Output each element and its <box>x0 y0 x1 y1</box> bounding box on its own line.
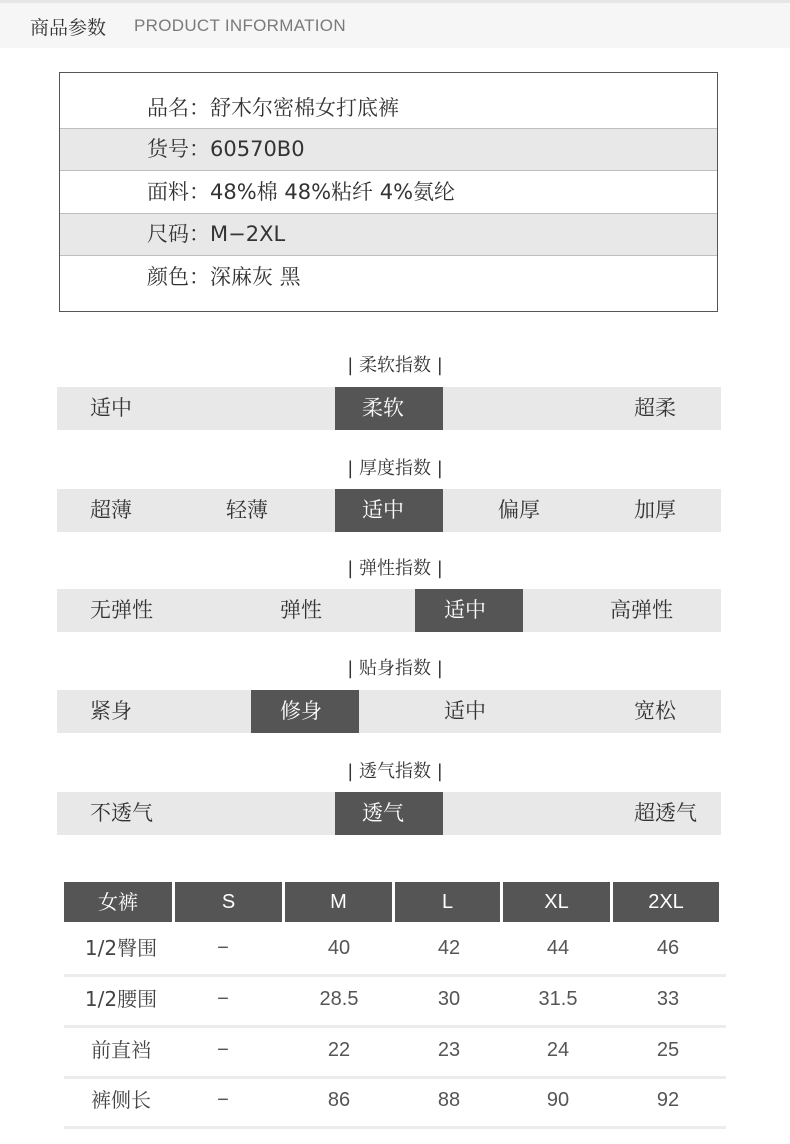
table-cell: 22 <box>327 1039 351 1061</box>
size-table-header <box>64 882 726 922</box>
info-label: 尺码： <box>147 222 210 246</box>
fit-index-bar <box>57 690 721 733</box>
breathability-index-title: | 透气指数 | <box>347 761 443 782</box>
table-cell: 23 <box>437 1039 461 1061</box>
column-header: S <box>175 882 282 922</box>
column-header: 2XL <box>613 882 719 922</box>
table-cell: − <box>217 1089 229 1111</box>
info-label: 颜色： <box>147 265 210 289</box>
info-row-fabric <box>60 171 717 213</box>
info-row-sku <box>60 128 717 171</box>
table-cell: 86 <box>327 1089 351 1111</box>
section-title-en: PRODUCT INFORMATION <box>134 16 346 35</box>
table-cell: − <box>217 1039 229 1061</box>
index-option: 无弹性 <box>90 598 153 622</box>
column-header: L <box>395 882 500 922</box>
index-option-selected: 柔软 <box>362 396 404 420</box>
index-option: 超柔 <box>634 396 676 420</box>
info-value: M−2XL <box>210 222 286 246</box>
table-row <box>64 1025 726 1079</box>
thickness-index-title: | 厚度指数 | <box>347 458 443 479</box>
elasticity-index-bar <box>57 589 721 632</box>
table-cell: 25 <box>656 1039 680 1061</box>
info-row-color <box>60 256 717 298</box>
index-option: 弹性 <box>280 598 322 622</box>
table-cell: 31.5 <box>538 988 578 1010</box>
table-cell: − <box>217 988 229 1010</box>
thickness-index-bar <box>57 489 721 532</box>
table-cell: 33 <box>656 988 680 1010</box>
breathability-index-bar <box>57 792 721 835</box>
index-option: 适中 <box>90 396 132 420</box>
table-cell: 1/2臀围 <box>84 936 158 960</box>
table-cell: 裤侧长 <box>91 1088 151 1112</box>
index-option: 紧身 <box>90 699 132 723</box>
index-option: 加厚 <box>634 498 676 522</box>
index-option-selected: 适中 <box>444 598 486 622</box>
column-header: XL <box>503 882 610 922</box>
product-info-box <box>59 72 718 312</box>
index-option: 不透气 <box>90 801 153 825</box>
table-cell: 28.5 <box>319 988 359 1010</box>
column-header: 女裤 <box>64 882 172 922</box>
section-header <box>0 0 790 48</box>
table-cell: 44 <box>546 937 570 959</box>
table-row <box>64 923 726 977</box>
table-cell: 1/2腰围 <box>84 987 158 1011</box>
table-cell: 42 <box>437 937 461 959</box>
table-cell: 40 <box>327 937 351 959</box>
index-option: 轻薄 <box>226 498 268 522</box>
info-label: 货号： <box>147 137 210 161</box>
info-value: 舒木尔密棉女打底裤 <box>210 96 399 120</box>
info-value: 48%棉 48%粘纤 4%氨纶 <box>210 180 456 204</box>
column-header: M <box>285 882 392 922</box>
table-cell: 88 <box>437 1089 461 1111</box>
index-option: 适中 <box>444 699 486 723</box>
table-cell: − <box>217 937 229 959</box>
table-cell: 前直裆 <box>91 1038 151 1062</box>
table-cell: 90 <box>546 1089 570 1111</box>
index-option: 偏厚 <box>498 498 540 522</box>
elasticity-index-title: | 弹性指数 | <box>347 558 443 579</box>
table-cell: 24 <box>546 1039 570 1061</box>
index-option: 超薄 <box>90 498 132 522</box>
section-title-cn: 商品参数 <box>30 17 107 39</box>
table-cell: 30 <box>437 988 461 1010</box>
info-value: 60570B0 <box>210 137 305 161</box>
index-option: 超透气 <box>634 801 697 825</box>
table-row <box>64 974 726 1028</box>
info-label: 品名： <box>147 96 210 120</box>
index-option: 高弹性 <box>610 598 673 622</box>
fit-index-title: | 贴身指数 | <box>347 658 443 679</box>
table-row <box>64 1075 726 1129</box>
index-option: 宽松 <box>634 699 676 723</box>
softness-index-title: | 柔软指数 | <box>347 355 443 376</box>
info-row-name <box>60 88 717 128</box>
index-option-selected: 适中 <box>362 498 404 522</box>
table-cell: 92 <box>656 1089 680 1111</box>
softness-index-bar <box>57 387 721 430</box>
info-label: 面料： <box>147 180 210 204</box>
index-option-selected: 修身 <box>280 699 322 723</box>
info-row-size <box>60 213 717 256</box>
index-option-selected: 透气 <box>362 801 404 825</box>
table-cell: 46 <box>656 937 680 959</box>
info-value: 深麻灰 黑 <box>210 265 301 289</box>
